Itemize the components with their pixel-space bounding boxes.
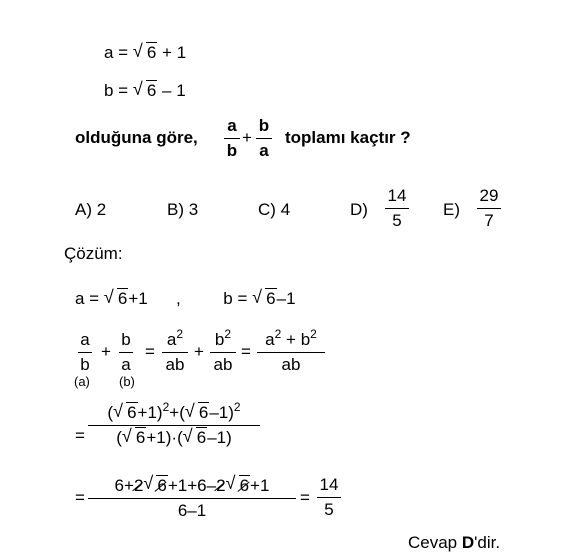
given-a-label: a = [104, 43, 129, 62]
option-e-label[interactable]: E) [443, 200, 460, 219]
equals-sign: = [145, 342, 155, 361]
solution-frac-expanded: (√ 6+1)$^2$+(√ 6–1)$^2$ (√ 6+1)·(√ 6–1) [88, 403, 260, 448]
solution-heading: Çözüm: [64, 244, 123, 263]
plus-sign: + [101, 342, 111, 361]
answer-text: Cevap D'dir. [408, 533, 501, 552]
question-suffix: toplamı kaçtır ? [285, 128, 411, 147]
multiplier-b: (b) [119, 374, 135, 389]
question-plus: + [242, 128, 252, 147]
option-a[interactable]: A) 2 [75, 200, 107, 219]
sqrt-icon: √ 6 [252, 289, 276, 309]
option-b[interactable]: B) 3 [167, 200, 199, 219]
option-d-fraction[interactable]: 14 5 [385, 186, 409, 231]
option-d-label[interactable]: D) [350, 200, 368, 219]
solution-frac-b2-over-ab: $b^2$ ab [210, 330, 236, 375]
given-a: a = √ 6 + 1 [104, 43, 186, 63]
answer-letter: D [461, 533, 475, 552]
multiplier-a: (a) [74, 374, 90, 389]
given-b: b = √ 6 – 1 [104, 81, 186, 101]
sqrt-icon: √ 6 [185, 403, 209, 423]
solution-line-1: a = √ 6+1 , b = √ 6–1 [75, 289, 296, 309]
given-b-label: b = [104, 81, 129, 100]
cancel-mark: 2 [216, 476, 226, 495]
solution-frac-sum-over-ab: $a^2 + b^2$ ab [257, 330, 325, 375]
sqrt-icon: √ 6 [122, 428, 146, 448]
solution-frac-a2-over-ab: $a^2$ ab [162, 330, 188, 375]
option-c[interactable]: C) 4 [258, 200, 291, 219]
sqrt-icon: √ 6 [133, 43, 157, 63]
equals-sign: = [300, 488, 310, 507]
cancel-mark: 2 [133, 476, 144, 495]
sqrt-icon: √ 6 [183, 428, 207, 448]
sqrt-icon: √ 6 [133, 81, 157, 101]
solution-frac-cancelled: 6+2√ 6+1+6–2√ 6+1 6–1 [88, 475, 296, 521]
plus-sign: + [194, 342, 204, 361]
equals-sign: = [75, 488, 85, 507]
sqrt-icon: √ 6 [143, 475, 167, 496]
equals-sign: = [241, 342, 251, 361]
question-prefix: olduğuna göre, [75, 128, 198, 147]
sqrt-icon: √ 6 [104, 289, 128, 309]
question-frac-b-over-a: b a [256, 116, 272, 161]
solution-frac-b-over-a: b a [119, 330, 133, 375]
option-e-fraction[interactable]: 29 7 [477, 186, 501, 231]
solution-result-fraction: 14 5 [317, 475, 341, 520]
equals-sign: = [75, 426, 85, 445]
question-frac-a-over-b: a b [224, 116, 240, 161]
sqrt-icon: √ 6 [226, 475, 250, 496]
sqrt-icon: √ 6 [113, 403, 137, 423]
solution-frac-a-over-b: a b [78, 330, 92, 375]
